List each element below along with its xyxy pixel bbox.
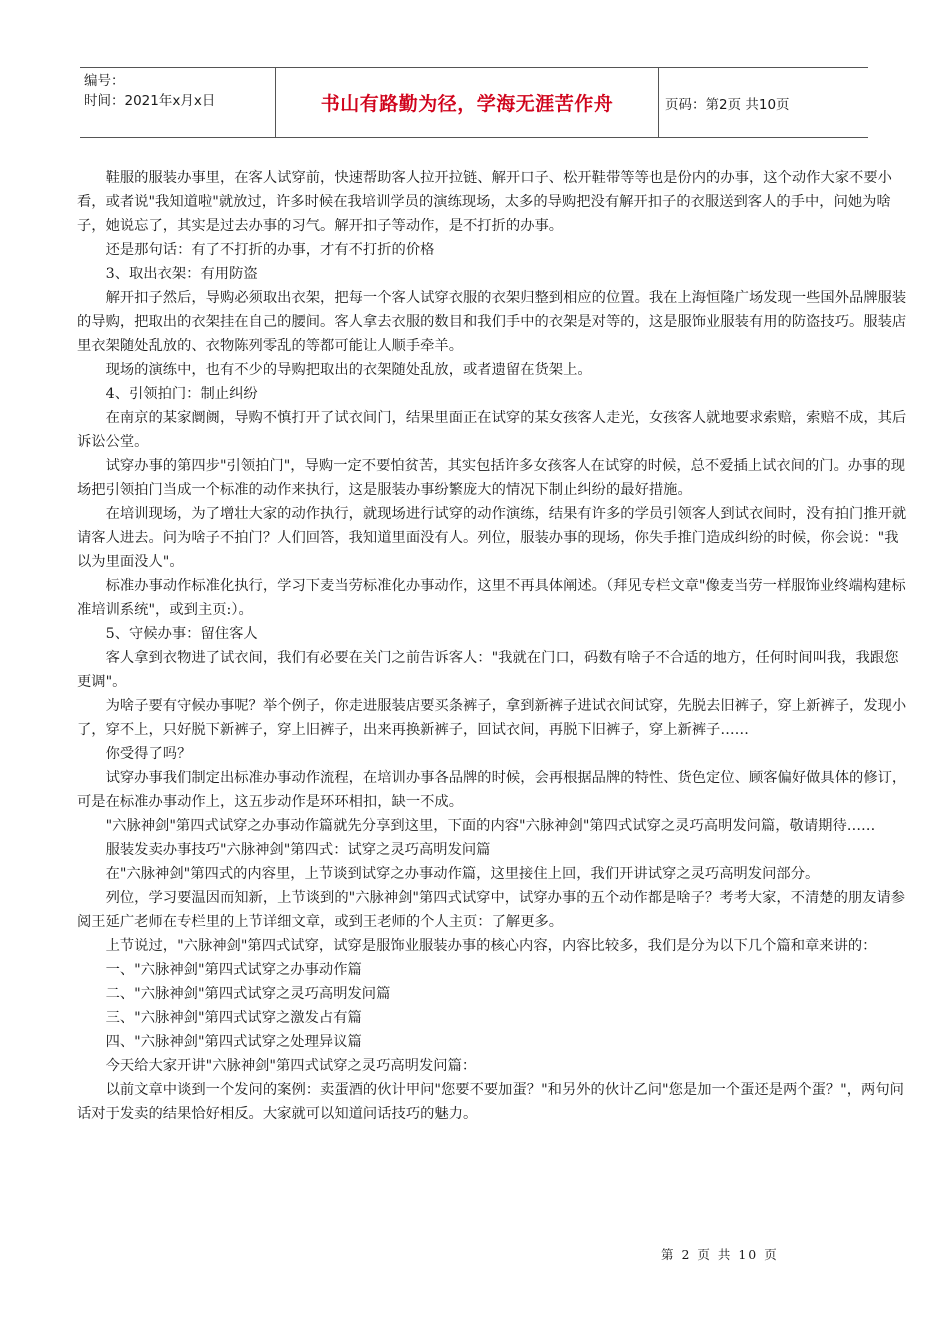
paragraph: 以前文章中谈到一个发问的案例：卖蛋酒的伙计甲问"您要不要加蛋？"和另外的伙计乙问"您是加一个蛋还是两个蛋？"，两句问话对于发卖的结果恰好相反。大家就可以知道问话技巧的魅力。 <box>77 1082 904 1122</box>
paragraph: 在南京的某家阛阓，导购不慎打开了试衣间门，结果里面正在试穿的某女孩客人走光，女孩客人就地要求索赔，索赔不成，其后诉讼公堂。 <box>77 410 907 450</box>
list-item: 三、"六脉神剑"第四式试穿之激发占有篇 <box>105 1010 362 1026</box>
motto: 书山有路勤为径，学海无涯苦作舟 <box>320 93 614 115</box>
serial-label: 编号： <box>84 73 125 89</box>
paragraph: 客人拿到衣物进了试衣间，我们有必要在关门之前告诉客人："我就在门口，码数有啥子不合适的地方，任何时间叫我，我跟您更调"。 <box>77 650 899 690</box>
paragraph: 鞋服的服装办事里，在客人试穿前，快速帮助客人拉开拉链、解开口子、松开鞋带等等也是份内的办事，这个动作大家不要小看，或者说"我知道啦"就放过，许多时候在我培训学员的演练现场，太多的导购把没有解开扣子的衣服送到客人的手中，问她为啥子，她说忘了，其实是过去办事的习气。解开扣子等动作，是不打折的办事。 <box>77 170 892 234</box>
document-body <box>77 166 907 1126</box>
paragraph: 还是那句话：有了不打折的办事，才有不打折的价格 <box>105 242 435 258</box>
paragraph: 试穿办事的第四步"引领拍门"，导购一定不要怕贫苦，其实包括许多女孩客人在试穿的时候，总不爱插上试衣间的门。办事的现场把引领拍门当成一个标准的动作来执行，这是服装办事纷繁庞大的情况下制止纠纷的最好措施。 <box>77 458 906 498</box>
paragraph: 上节说过，"六脉神剑"第四式试穿，试穿是服饰业服装办事的核心内容，内容比较多，我们是分为以下几个篇和章来讲的： <box>105 938 877 954</box>
list-item: 二、"六脉神剑"第四式试穿之灵巧高明发问篇 <box>105 986 391 1002</box>
header-page-cell <box>657 68 868 137</box>
paragraph: 今天给大家开讲"六脉神剑"第四式试穿之灵巧高明发问篇： <box>105 1058 477 1074</box>
paragraph: 现场的演练中，也有不少的导购把取出的衣架随处乱放，或者遗留在货架上。 <box>105 362 592 378</box>
section-heading: 3、取出衣架：有用防盗 <box>105 266 258 282</box>
list-item: 一、"六脉神剑"第四式试穿之办事动作篇 <box>105 962 362 978</box>
section-heading: 4、引领拍门：制止纠纷 <box>105 386 258 402</box>
paragraph: 你受得了吗？ <box>105 746 192 762</box>
paragraph: 标准办事动作标准化执行，学习下麦当劳标准化办事动作，这里不再具体阐述。（拜见专栏文章"像麦当劳一样服饰业终端构建标准培训系统"，或到主页:）。 <box>77 578 906 618</box>
paragraph: 解开扣子然后，导购必须取出衣架，把每一个客人试穿衣服的衣架归整到相应的位置。我在上海恒隆广场发现一些国外品牌服装的导购，把取出的衣架挂在自己的腰间。客人拿去衣服的数目和我们手中的衣架是对等的，这是服饰业服装有用的防盗技巧。服装店里衣架随处乱放的、衣物陈列零乱的等都可能让人顺手牵羊。 <box>77 290 907 354</box>
paragraph: "六脉神剑"第四式试穿之办事动作篇就先分享到这里，下面的内容"六脉神剑"第四式试穿之灵巧高明发问篇，敬请期待…… <box>105 818 876 834</box>
header-motto-cell <box>275 68 659 137</box>
time-label: 时间：2021年x月x日 <box>84 93 216 109</box>
paragraph: 在培训现场，为了增壮大家的动作执行，就现场进行试穿的动作演练，结果有许多的学员引领客人到试衣间时，没有拍门推开就请客人进去。问为啥子不拍门？人们回答，我知道里面没有人。列位，服装办事的现场，你失手推门造成纠纷的时候，你会说："我以为里面没人"。 <box>77 506 907 570</box>
section-heading: 5、守候办事：留住客人 <box>105 626 258 642</box>
paragraph: 试穿办事我们制定出标准办事动作流程，在培训办事各品牌的时候，会再根据品牌的特性、货色定位、顾客偏好做具体的修订，可是在标准办事动作上，这五步动作是环环相扣，缺一不成。 <box>77 770 907 810</box>
page-footer: 第 2 页 共 10 页 <box>661 1247 779 1262</box>
header-meta <box>80 68 275 137</box>
section-heading: 服装发卖办事技巧"六脉神剑"第四式：试穿之灵巧高明发问篇 <box>105 842 491 858</box>
page-header <box>80 67 868 138</box>
list-item: 四、"六脉神剑"第四式试穿之处理异议篇 <box>105 1034 362 1050</box>
paragraph: 为啥子要有守候办事呢？举个例子，你走进服装店要买条裤子，拿到新裤子进试衣间试穿，先脱去旧裤子，穿上新裤子，发现小了，穿不上，只好脱下新裤子，穿上旧裤子，出来再换新裤子，回试衣间，再脱下旧裤子，穿上新裤子…… <box>77 698 907 738</box>
paragraph: 列位，学习要温因而知新，上节谈到的"六脉神剑"第四式试穿中，试穿办事的五个动作都是啥子？考考大家，不清楚的朋友请参阅王延广老师在专栏里的上节详细文章，或到王老师的个人主页：了解更多。 <box>77 890 906 930</box>
paragraph: 在"六脉神剑"第四式的内容里，上节谈到试穿之办事动作篇，这里接住上回，我们开讲试穿之灵巧高明发问部分。 <box>105 866 820 882</box>
page-label: 页码：第2页 共10页 <box>665 96 790 113</box>
